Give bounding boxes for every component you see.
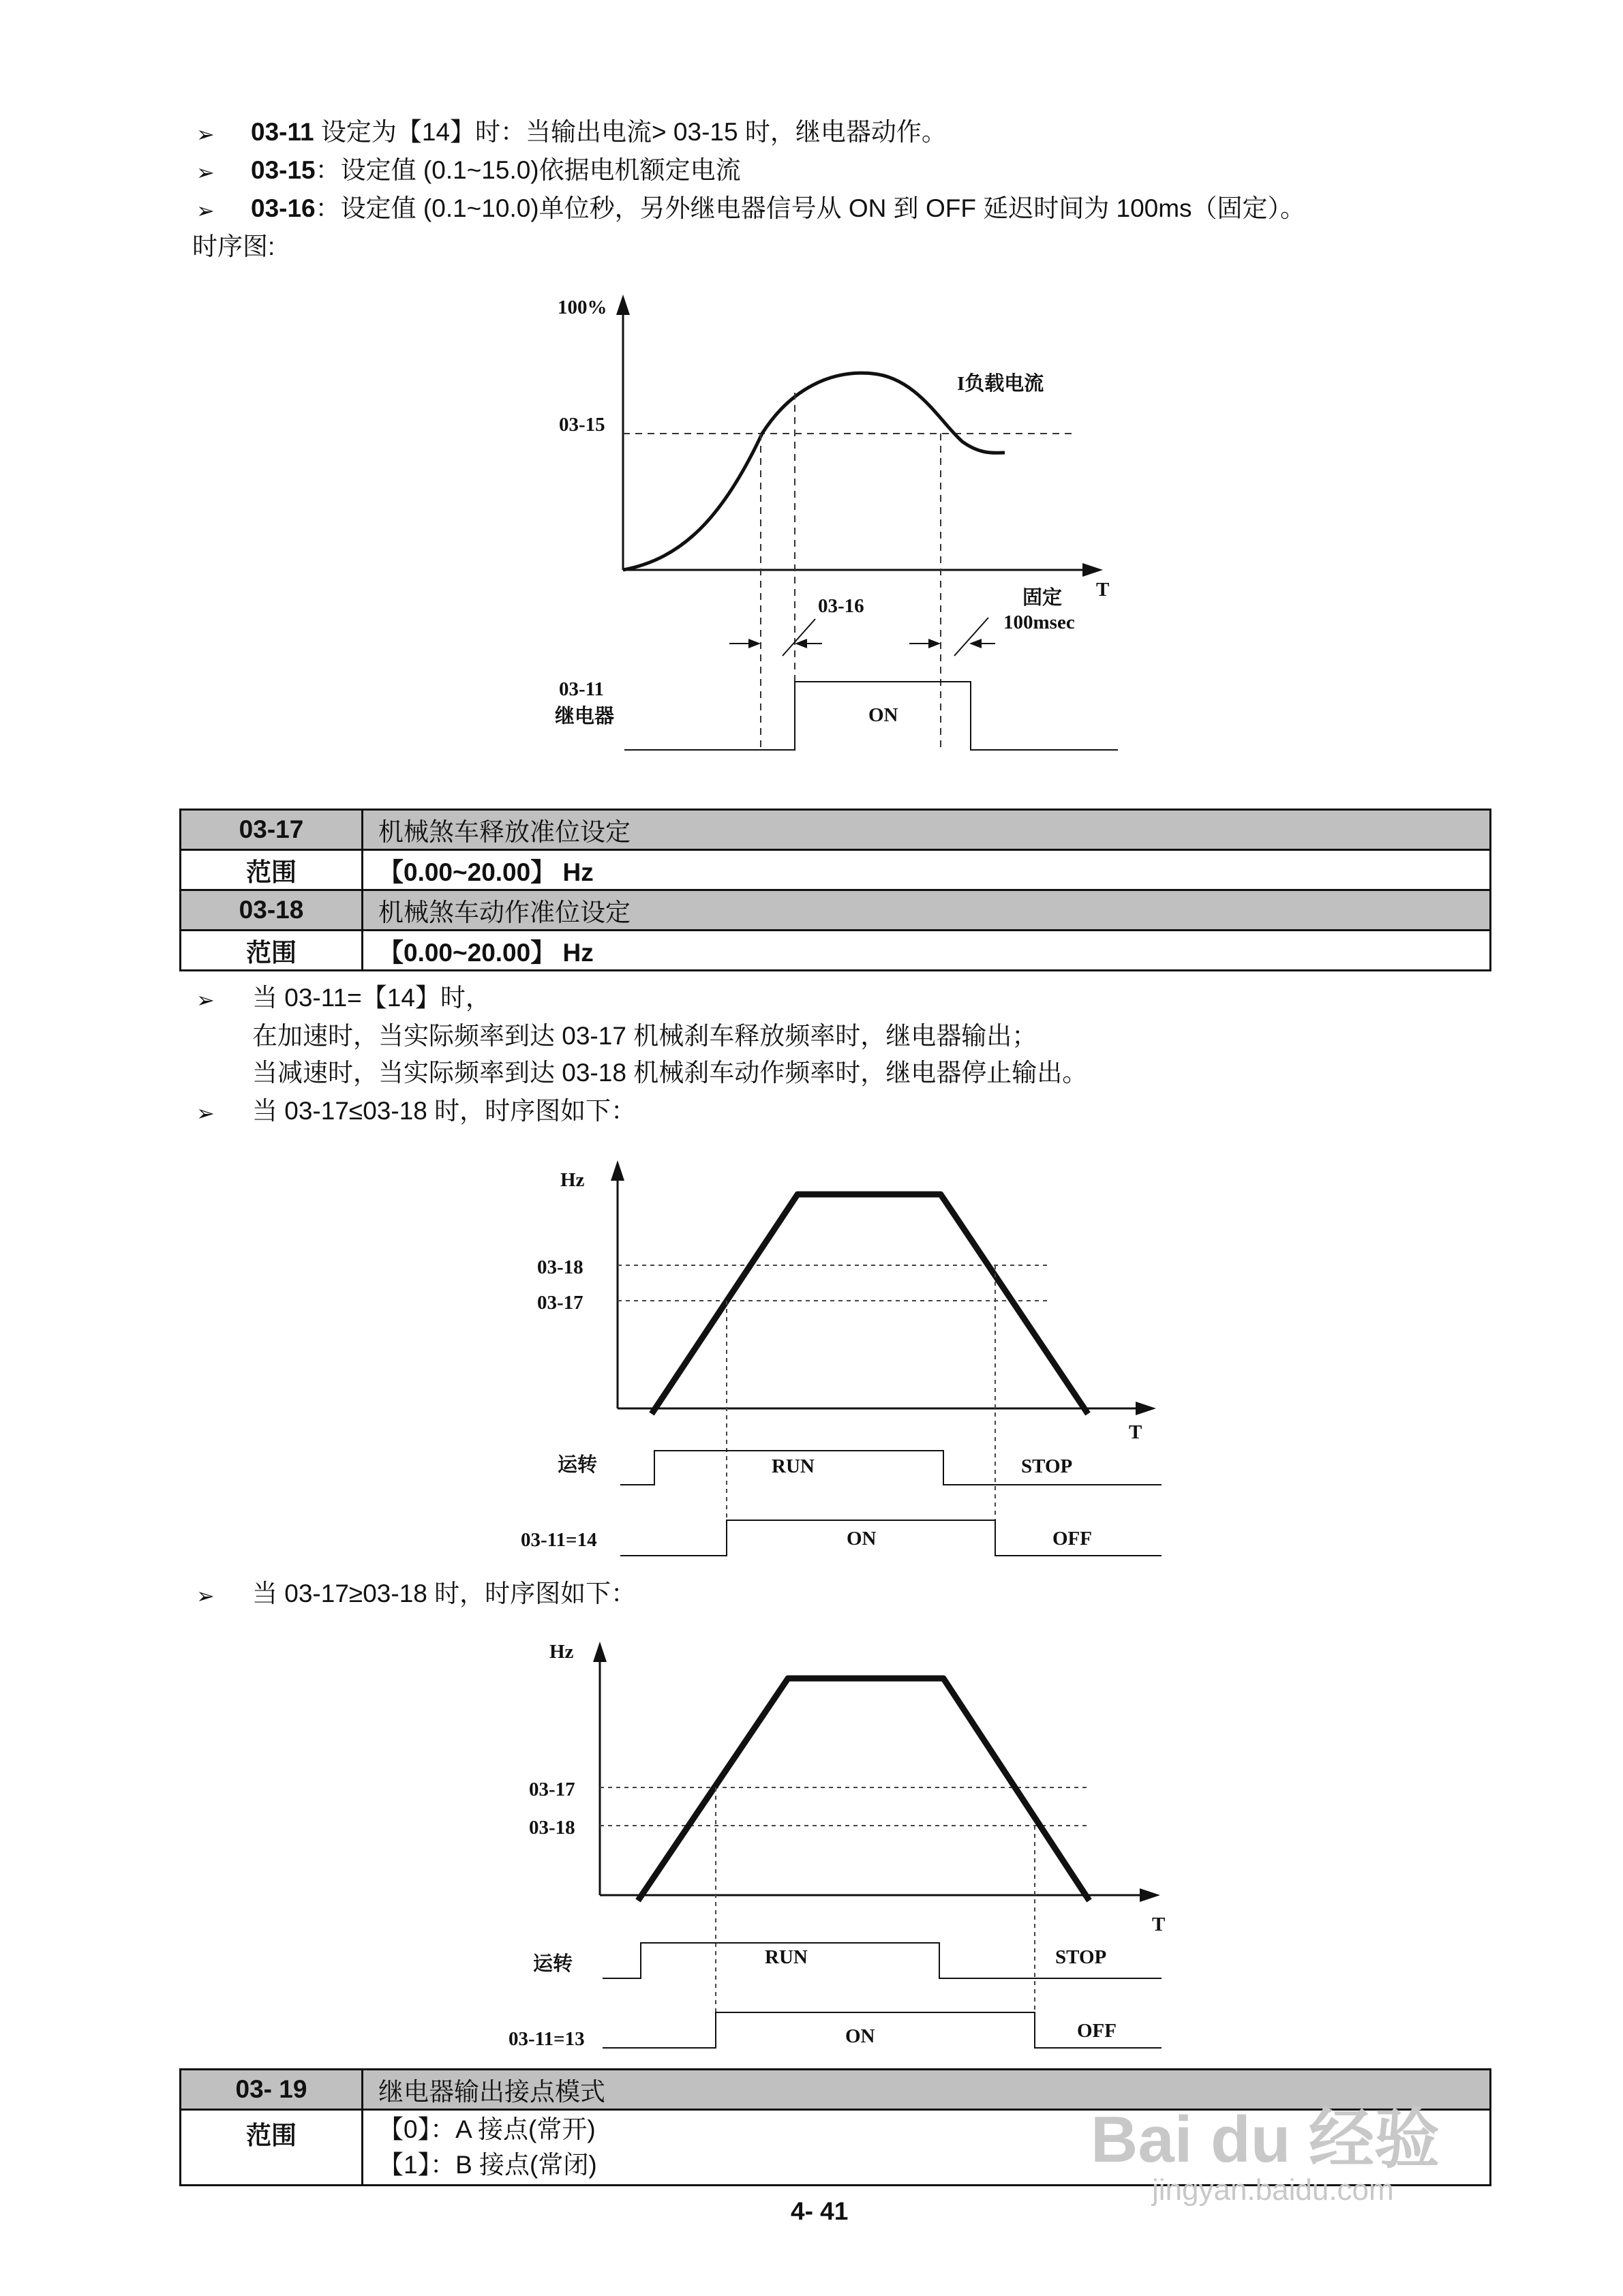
x-axis-arrow bbox=[1136, 1402, 1156, 1415]
intro-line-3: 03-16：设定值 (0.1~10.0)单位秒，另外继电器信号从 ON 到 OFF 延迟时间为 100ms（固定）。 bbox=[251, 194, 1306, 222]
y-axis-arrow bbox=[593, 1642, 607, 1662]
page-number: 4- 41 bbox=[791, 2197, 849, 2225]
run-row-label: 运转 bbox=[558, 1454, 598, 1476]
off-label: OFF bbox=[1077, 2020, 1117, 2042]
range-value: 【0.00~20.00】 Hz bbox=[363, 850, 1491, 890]
hz-label: Hz bbox=[560, 1169, 585, 1191]
lower-level-label: 03-18 bbox=[529, 1817, 575, 1839]
hz-label: Hz bbox=[549, 1641, 574, 1663]
bullet-marker: ➢ bbox=[196, 122, 215, 147]
note-accel: 在加速时，当实际频率到达 03-17 机械刹车释放频率时，继电器输出； bbox=[252, 1022, 1037, 1050]
upper-level-label: 03-17 bbox=[529, 1779, 575, 1800]
table-row bbox=[181, 810, 1491, 850]
param-code: 03-17 bbox=[181, 810, 363, 850]
level-label: 03-15 bbox=[559, 414, 605, 436]
lower-level-label: 03-17 bbox=[537, 1292, 583, 1314]
leader-line bbox=[954, 618, 988, 656]
y-axis-arrow bbox=[611, 1160, 624, 1181]
note-case-ge: 当 03-17≥03-18 时，时序图如下： bbox=[252, 1580, 637, 1607]
on-label: ON bbox=[847, 1528, 877, 1550]
watermark-logo: Bai du 经验 bbox=[1091, 2103, 1440, 2176]
range-key: 范围 bbox=[181, 850, 363, 890]
param-name: 继电器输出接点模式 bbox=[363, 2070, 1491, 2110]
load-current-curve bbox=[623, 373, 1005, 570]
option-a: 【0】：A 接点(常开) bbox=[378, 2115, 596, 2143]
run-label: RUN bbox=[772, 1455, 815, 1477]
x-axis-arrow bbox=[1082, 563, 1103, 577]
dim-arrow bbox=[748, 639, 761, 648]
param-code: 03- 19 bbox=[181, 2070, 363, 2110]
frequency-profile bbox=[652, 1194, 1088, 1414]
range-value: 【0.00~20.00】 Hz bbox=[363, 931, 1491, 971]
t-axis-label: T bbox=[1096, 579, 1110, 601]
option-b: 【1】：B 接点(常闭) bbox=[378, 2151, 597, 2179]
bullet-marker: ➢ bbox=[196, 1584, 215, 1608]
bullet-marker: ➢ bbox=[196, 160, 215, 185]
fixed-label: 固定 bbox=[1022, 587, 1063, 609]
relay-row-label: 03-11=14 bbox=[521, 1529, 597, 1551]
intro-line-1: 03-11 设定为【14】时：当输出电流> 03-15 时，继电器动作。 bbox=[251, 118, 947, 146]
on-label: ON bbox=[845, 2025, 875, 2047]
param-name: 机械煞车动作准位设定 bbox=[363, 890, 1491, 931]
diagram-17-le-18 bbox=[521, 1160, 1162, 1556]
frequency-profile bbox=[638, 1678, 1089, 1901]
t-label: T bbox=[1129, 1421, 1142, 1443]
upper-level-label: 03-18 bbox=[537, 1256, 583, 1278]
fixed-value: 100msec bbox=[1003, 611, 1075, 633]
diagram-17-ge-18 bbox=[509, 1641, 1165, 2050]
note-condition: 当 03-11=【14】时， bbox=[252, 984, 491, 1012]
table-row bbox=[181, 850, 1491, 890]
brake-level-table bbox=[179, 809, 1491, 971]
relay-label-code: 03-11 bbox=[559, 678, 605, 700]
note-case-le: 当 03-17≤03-18 时，时序图如下： bbox=[252, 1097, 637, 1125]
off-label: OFF bbox=[1052, 1528, 1092, 1550]
table-row bbox=[181, 931, 1491, 971]
run-row-label: 运转 bbox=[533, 1953, 573, 1975]
table-row bbox=[181, 890, 1491, 931]
range-key: 范围 bbox=[181, 931, 363, 971]
y-top-label: 100% bbox=[558, 297, 607, 318]
relay-label-name: 继电器 bbox=[555, 706, 615, 727]
dim-arrow bbox=[928, 639, 941, 648]
bullet-marker: ➢ bbox=[196, 988, 215, 1012]
on-label: ON bbox=[868, 704, 898, 726]
note-decel: 当减速时，当实际频率到达 03-18 机械刹车动作频率时，继电器停止输出。 bbox=[252, 1059, 1088, 1087]
range-key: 范围 bbox=[181, 2110, 363, 2186]
leader-line bbox=[783, 619, 815, 656]
dim-arrow bbox=[969, 639, 982, 648]
run-signal bbox=[620, 1451, 1162, 1485]
intro-line-2: 03-15：设定值 (0.1~15.0)依据电机额定电流 bbox=[251, 156, 741, 184]
relay-row-label: 03-11=13 bbox=[509, 2028, 585, 2050]
t-label: T bbox=[1152, 1914, 1166, 1935]
curve-label: I负载电流 bbox=[957, 373, 1044, 395]
bullet-marker: ➢ bbox=[196, 198, 215, 223]
x-axis-arrow bbox=[1140, 1888, 1160, 1902]
stop-label: STOP bbox=[1055, 1946, 1107, 1968]
bullet-marker: ➢ bbox=[196, 1101, 215, 1126]
watermark-url: jingyan.baidu.com bbox=[1152, 2173, 1394, 2207]
y-axis-arrow bbox=[616, 294, 630, 315]
param-code: 03-18 bbox=[181, 890, 363, 931]
param-name: 机械煞车释放准位设定 bbox=[363, 810, 1491, 850]
diagram-current-relay bbox=[555, 294, 1118, 750]
run-label: RUN bbox=[765, 1946, 808, 1968]
delay-label: 03-16 bbox=[818, 595, 864, 617]
timing-label: 时序图: bbox=[192, 232, 275, 260]
stop-label: STOP bbox=[1021, 1455, 1073, 1477]
